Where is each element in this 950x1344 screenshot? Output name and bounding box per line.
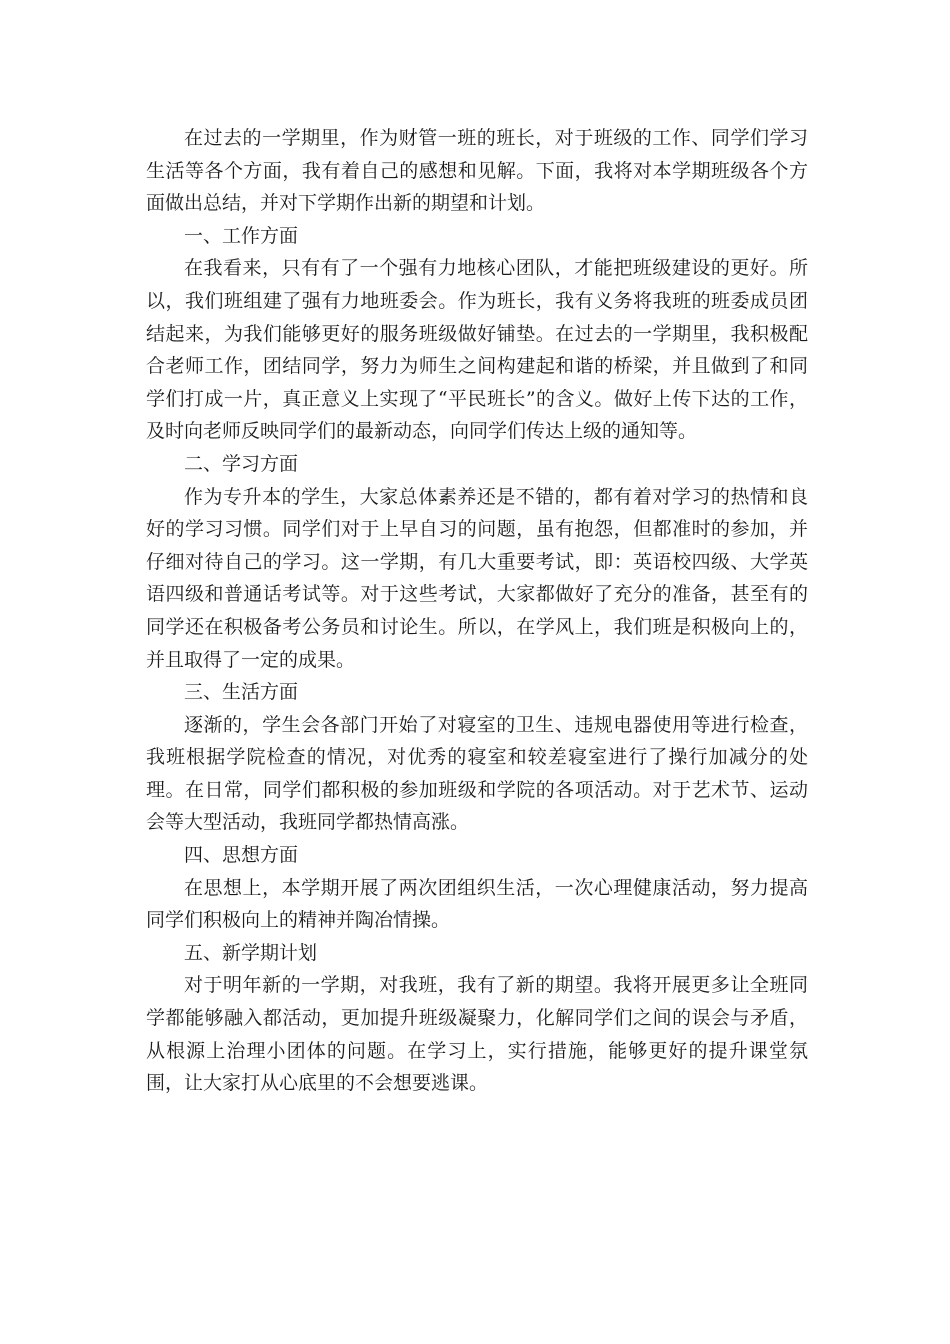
plan-paragraph: 对于明年新的一学期，对我班，我有了新的期望。我将开展更多让全班同学都能够融入都活动，更加提升班级凝聚力，化解同学们之间的误会与矛盾，从根源上治理小团体的问题。在学习上，实行措施，能够更好的提升课堂氛围，让大家打从心底里的不会想要逃课。 bbox=[146, 974, 808, 1095]
section-heading-plan: 五、新学期计划 bbox=[184, 941, 318, 964]
thought-paragraph: 在思想上，本学期开展了两次团组织生活，一次心理健康活动，努力提高同学们积极向上的精神并陶冶情操。 bbox=[146, 876, 808, 932]
document-body bbox=[146, 122, 808, 1100]
work-paragraph: 在我看来，只有有了一个强有力地核心团队，才能把班级建设的更好。所以，我们班组建了强有力地班委会。作为班长，我有义务将我班的班委成员团结起来，为我们能够更好的服务班级做好铺垫。在过去的一学期里，我积极配合老师工作，团结同学，努力为师生之间构建起和谐的桥梁，并且做到了和同学们打成一片，真正意义上实现了“平民班长”的含义。做好上传下达的工作，及时向老师反映同学们的最新动态，向同学们传达上级的通知等。 bbox=[146, 257, 808, 443]
life-paragraph: 逐渐的，学生会各部门开始了对寝室的卫生、违规电器使用等进行检查，我班根据学院检查的情况，对优秀的寝室和较差寝室进行了操行加减分的处理。在日常，同学们都积极的参加班级和学院的各项活动。对于艺术节、运动会等大型活动，我班同学都热情高涨。 bbox=[146, 713, 808, 834]
section-heading-work: 一、工作方面 bbox=[184, 224, 299, 247]
section-heading-thought: 四、思想方面 bbox=[184, 844, 299, 867]
study-paragraph: 作为专升本的学生，大家总体素养还是不错的，都有着对学习的热情和良好的学习习惯。同学们对于上早自习的问题，虽有抱怨，但都准时的参加，并仔细对待自己的学习。这一学期，有几大重要考试，即：英语校四级、大学英语四级和普通话考试等。对于这些考试，大家都做好了充分的准备，甚至有的同学还在积极备考公务员和讨论生。所以，在学风上，我们班是积极向上的，并且取得了一定的成果。 bbox=[146, 485, 808, 671]
section-heading-study: 二、学习方面 bbox=[184, 452, 299, 475]
section-heading-life: 三、生活方面 bbox=[184, 681, 299, 704]
intro-paragraph: 在过去的一学期里，作为财管一班的班长，对于班级的工作、同学们学习生活等各个方面，我有着自己的感想和见解。下面，我将对本学期班级各个方面做出总结，并对下学期作出新的期望和计划。 bbox=[146, 127, 808, 215]
